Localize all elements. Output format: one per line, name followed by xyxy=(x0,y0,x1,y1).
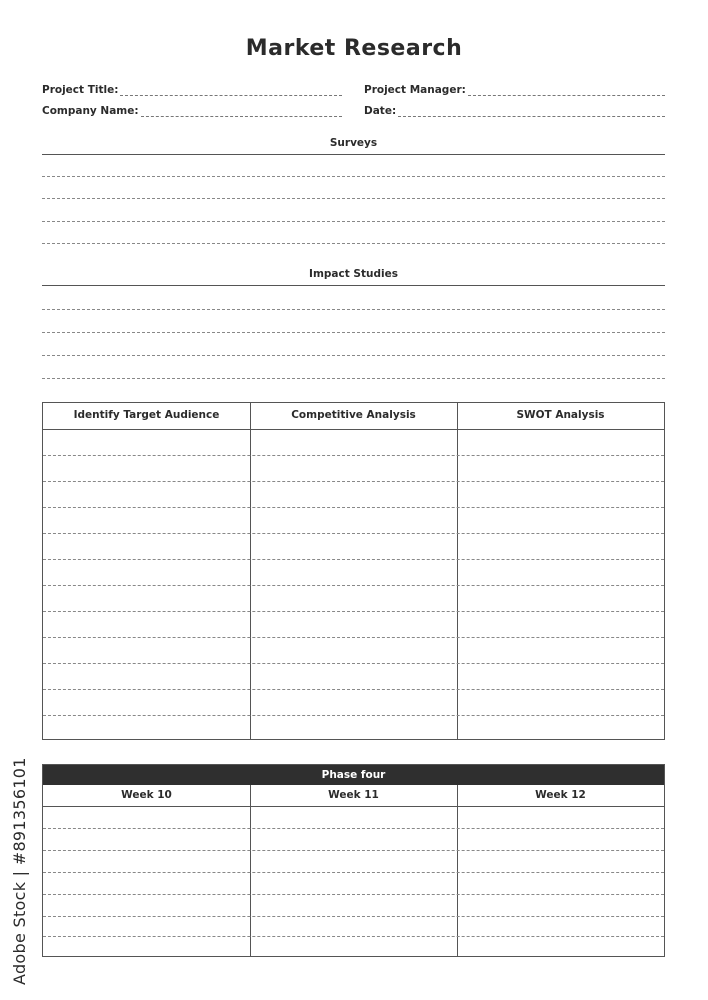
impact-studies-heading: Impact Studies xyxy=(309,268,398,280)
table-row-line[interactable] xyxy=(43,894,664,895)
column-header-swot-analysis: SWOT Analysis xyxy=(516,409,605,421)
surveys-line[interactable] xyxy=(42,176,665,177)
column-divider xyxy=(250,785,251,956)
table-row-line[interactable] xyxy=(43,585,664,586)
project-title-label: Project Title: xyxy=(42,84,119,96)
project-title-field[interactable] xyxy=(42,80,342,96)
surveys-line[interactable] xyxy=(42,243,665,244)
table-row-line[interactable] xyxy=(43,828,664,829)
table-row-line[interactable] xyxy=(43,455,664,456)
table-row-line[interactable] xyxy=(43,637,664,638)
column-header-competitive-analysis: Competitive Analysis xyxy=(291,409,416,421)
table-row-line[interactable] xyxy=(43,507,664,508)
company-name-line[interactable] xyxy=(141,106,342,117)
table-row-line[interactable] xyxy=(43,689,664,690)
phase-title-bar: Phase four xyxy=(43,765,664,785)
header-rule xyxy=(43,806,664,807)
column-header-week-11: Week 11 xyxy=(328,789,379,801)
table-row-line[interactable] xyxy=(43,611,664,612)
column-header-target-audience: Identify Target Audience xyxy=(73,409,220,421)
stock-watermark: Adobe Stock | #891356101 xyxy=(10,757,29,985)
analysis-table xyxy=(42,402,665,740)
table-row-line[interactable] xyxy=(43,850,664,851)
table-row-line[interactable] xyxy=(43,872,664,873)
project-manager-field[interactable] xyxy=(364,80,665,96)
project-manager-line[interactable] xyxy=(468,85,665,96)
phase-table xyxy=(42,764,665,957)
column-header-week-10: Week 10 xyxy=(121,789,172,801)
column-divider xyxy=(457,785,458,956)
company-name-field[interactable] xyxy=(42,101,342,117)
surveys-line[interactable] xyxy=(42,198,665,199)
impact-studies-rule xyxy=(42,285,665,286)
project-manager-label: Project Manager: xyxy=(364,84,466,96)
company-name-label: Company Name: xyxy=(42,105,139,117)
table-row-line[interactable] xyxy=(43,663,664,664)
table-row-line[interactable] xyxy=(43,559,664,560)
date-field[interactable] xyxy=(364,101,665,117)
impact-studies-line[interactable] xyxy=(42,378,665,379)
impact-studies-line[interactable] xyxy=(42,355,665,356)
date-label: Date: xyxy=(364,105,397,117)
surveys-line[interactable] xyxy=(42,221,665,222)
impact-studies-line[interactable] xyxy=(42,332,665,333)
header-rule xyxy=(43,429,664,430)
surveys-rule xyxy=(42,154,665,155)
surveys-heading: Surveys xyxy=(329,137,378,149)
page-title: Market Research xyxy=(245,36,463,61)
table-row-line[interactable] xyxy=(43,533,664,534)
column-header-week-12: Week 12 xyxy=(535,789,586,801)
table-row-line[interactable] xyxy=(43,916,664,917)
table-row-line[interactable] xyxy=(43,715,664,716)
table-row-line[interactable] xyxy=(43,481,664,482)
date-line[interactable] xyxy=(398,106,665,117)
impact-studies-line[interactable] xyxy=(42,309,665,310)
table-row-line[interactable] xyxy=(43,936,664,937)
project-title-line[interactable] xyxy=(120,85,342,96)
